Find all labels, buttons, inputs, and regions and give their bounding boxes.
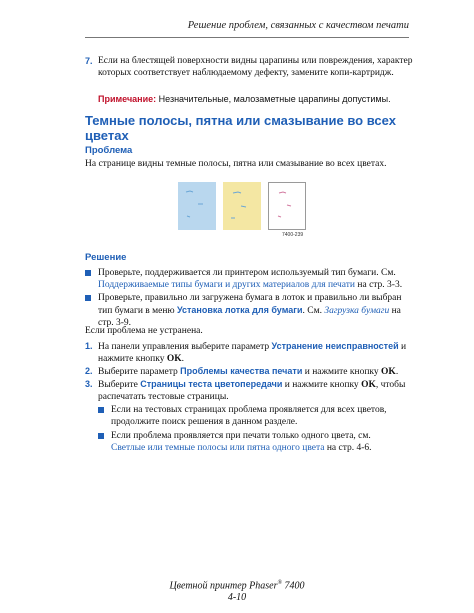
problem-heading: Проблема (85, 145, 133, 156)
step-3-mid: и нажмите кнопку (282, 380, 362, 390)
troubleshooting-param: Устранение неисправностей (271, 341, 399, 351)
supported-paper-link[interactable]: Поддерживаемые типы бумаги и других материалов для печати (98, 280, 356, 290)
yellow-test-page (223, 182, 261, 230)
footer-product-name: Цветной принтер Phaser (169, 580, 278, 592)
step-3-line-2: распечатать тестовые страницы. (98, 392, 229, 402)
sub-bullet-1 (98, 404, 418, 428)
step-3-post: , чтобы (375, 380, 406, 390)
ok-button-label: OK (381, 367, 396, 377)
step-number: 1. (85, 341, 93, 351)
step-1 (85, 340, 415, 365)
sub-bullet-2 (98, 430, 418, 454)
bullet-2-line-3: стр. 3-9. (98, 318, 132, 328)
single-color-streaks-link[interactable]: Светлые или темные полосы или пятна одного цвета (111, 443, 325, 453)
bullet-icon (98, 433, 104, 439)
step-7-line-2: которых соответствует наблюдаемому дефекту, замените копи-картридж. (98, 68, 394, 78)
load-paper-link[interactable]: Загрузка бумаги (324, 306, 390, 316)
cyan-test-page (178, 182, 216, 230)
bullet-2-tail: на (389, 306, 401, 316)
step-1-post: и (398, 342, 407, 352)
step-2 (85, 365, 415, 378)
section-title: Темные полосы, пятна или смазывание во всех цветах (85, 113, 396, 143)
color-test-pages-param: Страницы теста цветопередачи (140, 379, 283, 389)
step-number: 3. (85, 379, 93, 389)
sub-bullet-1-line-1: Если на тестовых страницах проблема проявляется для всех цветов, (111, 405, 387, 415)
step-2-post: . (395, 367, 399, 377)
header-rule (85, 37, 409, 38)
footer-page-number: 4-10 (227, 592, 247, 603)
sub-bullet-2-line-1: Если проблема проявляется при печати только одного цвета, см. (111, 431, 371, 441)
step-number: 7. (85, 56, 93, 66)
bullet-1-text: Проверьте, поддерживается ли принтером используемый тип бумаги. См. (98, 268, 396, 278)
step-7-line-1: Если на блестящей поверхности видны царапины или повреждения, характер (98, 56, 413, 66)
ok-button-label: OK (361, 380, 376, 390)
step-7 (85, 55, 415, 79)
step-1-line-2-pre: нажмите кнопку (98, 354, 167, 364)
step-1-line-2-post: . (181, 354, 184, 364)
bullet-icon (85, 295, 91, 301)
problem-text: На странице видны темные полосы, пятна или смазывание во всех цветах. (85, 159, 387, 169)
note-text: Незначительные, малозаметные царапины допустимы. (156, 94, 391, 104)
step-1-pre: На панели управления выберите параметр (98, 342, 272, 352)
solution-heading: Решение (85, 252, 127, 263)
step-number: 2. (85, 366, 93, 376)
step-3-pre: Выберите (98, 380, 141, 390)
registered-mark: ® (277, 580, 283, 586)
bullet-icon (85, 270, 91, 276)
solution-bullet-2 (85, 292, 415, 329)
step-2-pre: Выберите параметр (98, 367, 181, 377)
defect-illustration (178, 182, 306, 242)
if-not-fixed: Если проблема не устранена. (85, 326, 203, 336)
print-quality-param: Проблемы качества печати (180, 366, 303, 376)
sub-bullet-1-line-2: продолжите поиск решения в данном разделе. (111, 417, 298, 427)
step-2-mid: и нажмите кнопку (302, 367, 382, 377)
bullet-2-pre: тип бумаги в меню (98, 306, 177, 316)
white-test-page (268, 182, 306, 230)
figure-caption: 7400-239 (282, 232, 304, 238)
footer-product (0, 580, 474, 591)
footer-model: 7400 (282, 580, 305, 592)
bullet-2-mid: . См. (302, 306, 325, 316)
bullet-icon (98, 407, 104, 413)
solution-bullet-1 (85, 267, 415, 291)
ok-button-label: OK (166, 354, 182, 364)
step-3 (85, 378, 415, 403)
tray-setup-menu: Установка лотка для бумаги (176, 305, 303, 315)
note-label: Примечание: (98, 94, 157, 104)
sub-bullet-2-tail: на стр. 4-6. (324, 443, 372, 453)
bullet-1-tail: на стр. 3-3. (355, 280, 403, 290)
bullet-2-line-1: Проверьте, правильно ли загружена бумага в лоток и правильно ли выбран (98, 293, 402, 303)
running-header: Решение проблем, связанных с качеством печати (187, 20, 409, 31)
note (98, 89, 418, 107)
